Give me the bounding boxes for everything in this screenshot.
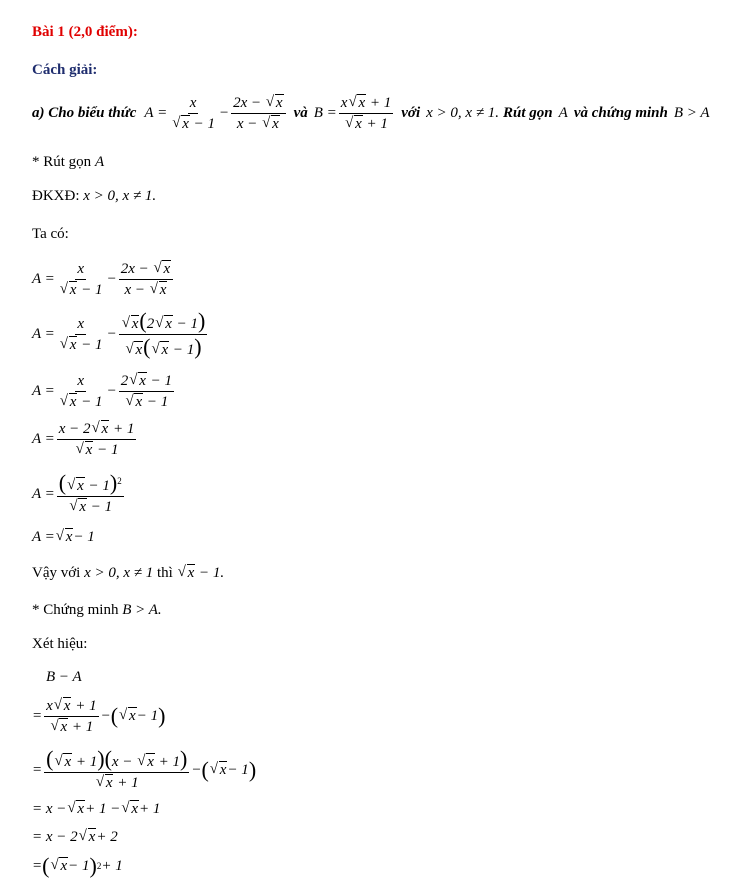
- diff-line-0: B − A: [46, 668, 82, 685]
- conclusion: Vậy với x > 0, x ≠ 1 thì √ x − 1.: [32, 562, 224, 584]
- step-5: A = (√ x − 1)$^2$ √ x − 1: [32, 468, 126, 520]
- chung-minh-heading: * Chứng minh B > A.: [32, 602, 162, 618]
- diff-line-1: = x√ x + 1 √ x + 1 − ( √ x − 1 ): [32, 694, 165, 738]
- diff-line-3: = x − √ x + 1 − √ x + 1: [32, 798, 160, 820]
- step-6: A = √ x − 1: [32, 526, 95, 548]
- dkxd-line: ĐKXĐ: x > 0, x ≠ 1.: [32, 188, 157, 204]
- va-text: và: [293, 104, 308, 121]
- rut-gon-heading: * Rút gọn A: [32, 154, 105, 170]
- diff-line-5: = ( √ x − 1 ) 2 + 1: [32, 852, 123, 880]
- rut-gon-text: Rút gọn: [503, 104, 553, 121]
- xet-hieu: Xét hiệu:: [32, 636, 88, 652]
- step-2: A = x √ x − 1 − √ x(2√ x − 1) √ x(√ x − 1): [32, 308, 209, 360]
- step-1: A = x √ x − 1 − $\frac{2x - √ x}{x - √ x}$: [32, 258, 175, 300]
- part-a-prefix: a) Cho biểu thức: [32, 104, 137, 121]
- solution-label: Cách giải:: [32, 62, 98, 78]
- diff-line-4: = x − 2 √ x + 2: [32, 826, 118, 848]
- part-a-statement: a) Cho biểu thức A = x √ x − 1 − $\frac{2x - √ x}{x - √ x}$ và B = x√ x + 1 √ x + 1 với x > 0, x ≠ 1. Rút gọn A và chứng minh B > A: [32, 92, 710, 134]
- problem-title: Bài 1 (2,0 điểm):: [32, 24, 138, 40]
- chung-minh-text: và chứng minh: [573, 104, 668, 121]
- condition-text: x > 0, x ≠ 1.: [426, 104, 500, 121]
- diff-line-2: = (√ x + 1)(x − √ x + 1) √ x + 1 − ( √ x − 1 ): [32, 744, 256, 796]
- step-4: A = x − 2√ x + 1 √ x − 1: [32, 418, 138, 460]
- step-3: A = x √ x − 1 − 2√ x − 1 √ x − 1: [32, 370, 176, 412]
- ta-co: Ta có:: [32, 226, 69, 242]
- voi-text: với: [401, 104, 421, 121]
